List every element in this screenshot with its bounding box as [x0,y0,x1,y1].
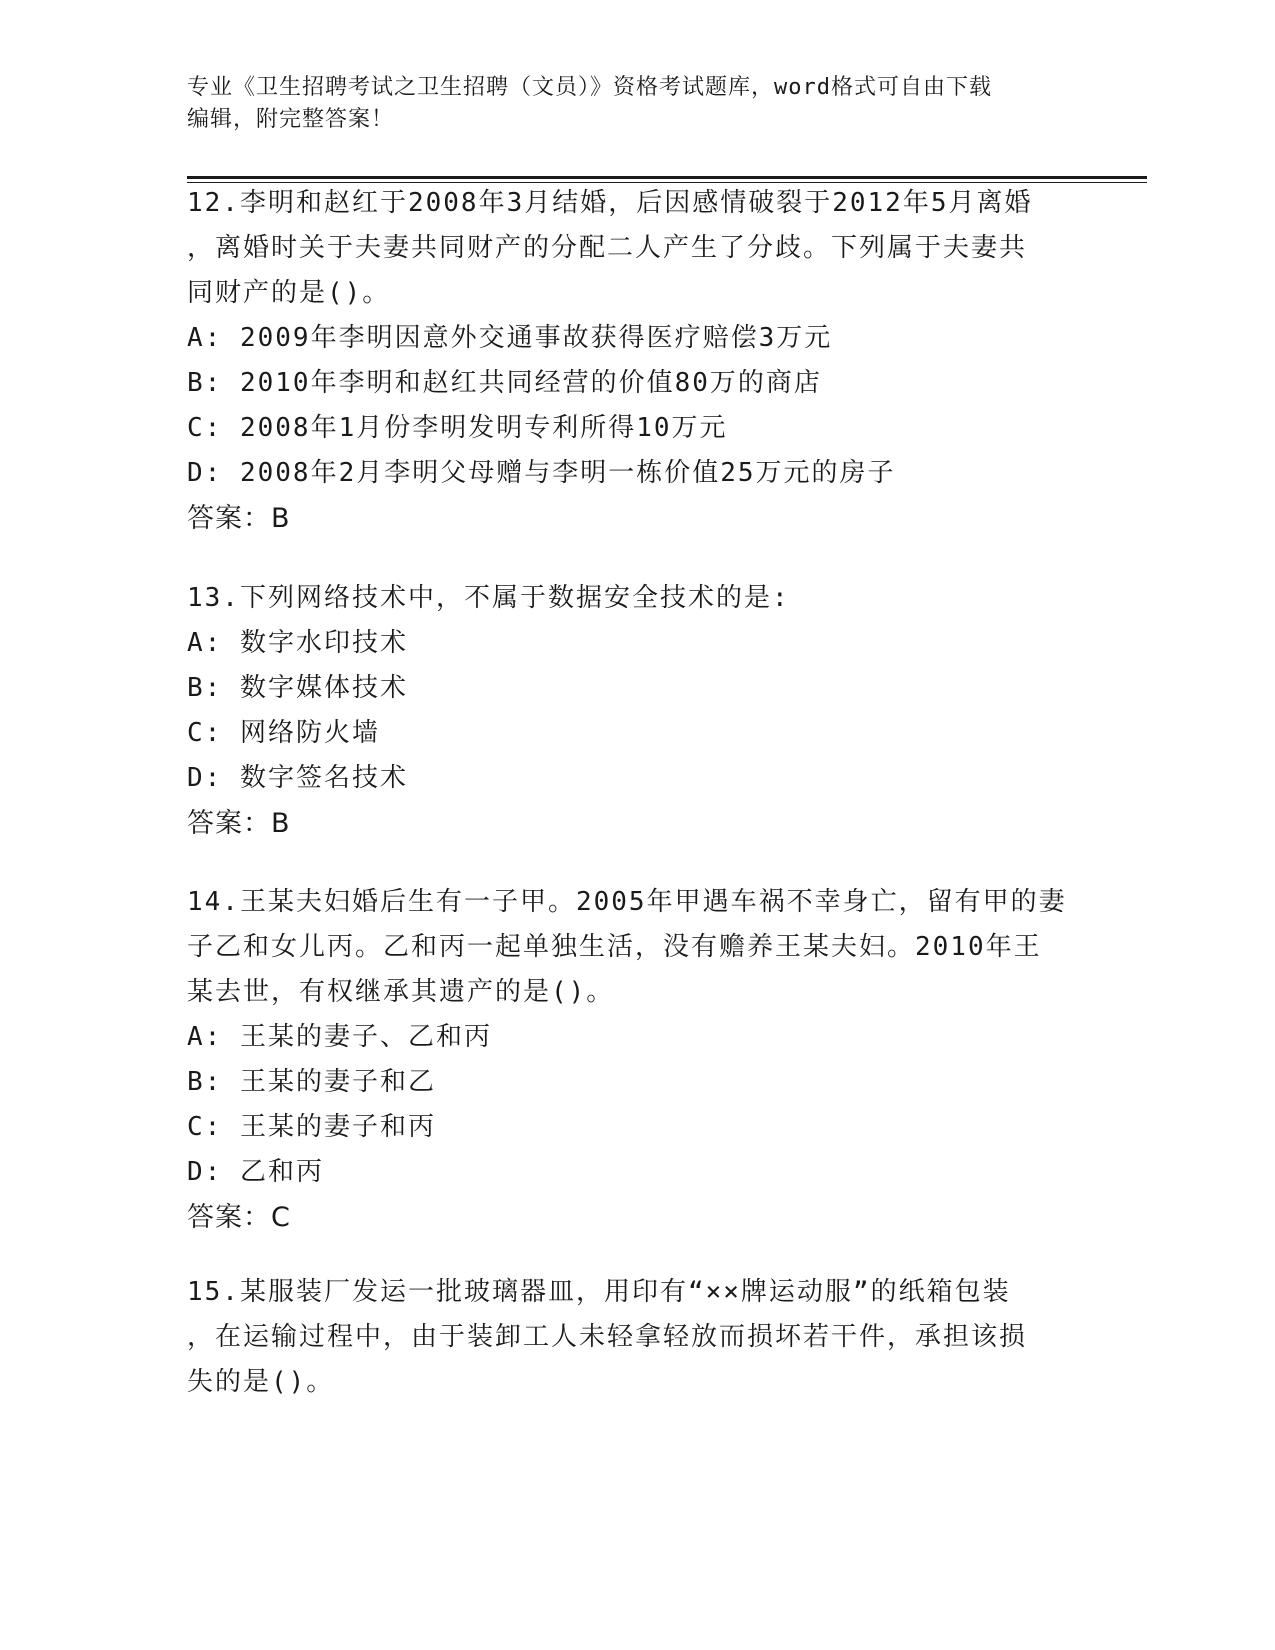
option-b: B: 王某的妻子和乙 [187,1067,436,1097]
option-a: A: 王某的妻子、乙和丙 [187,1022,492,1052]
answer-line: 答案：B [187,503,291,534]
question-13 [187,576,1067,846]
question-12 [187,181,1067,541]
header-divider-thick [187,176,1147,179]
question-15 [187,1270,1067,1405]
option-c: C: 网络防火墙 [187,718,380,748]
option-b: B: 2010年李明和赵红共同经营的价值80万的商店 [187,368,822,398]
document-page [187,0,1147,1650]
answer-line: 答案：C [187,1202,291,1233]
option-d: D: 乙和丙 [187,1157,324,1187]
question-stem: 15.某服装厂发运一批玻璃器皿，用印有“××牌运动服”的纸箱包装 ，在运输过程中，由于装卸工人未轻拿轻放而损坏若干件，承担该损 失的是()。 [187,1277,1028,1397]
option-c: C: 2008年1月份李明发明专利所得10万元 [187,413,728,443]
question-stem: 14.王某夫妇婚后生有一子甲。2005年甲遇车祸不幸身亡，留有甲的妻 子乙和女儿丙。乙和丙一起单独生活，没有赡养王某夫妇。2010年王 某去世，有权继承其遗产的是()。 [187,887,1067,1007]
option-c: C: 王某的妻子和丙 [187,1112,436,1142]
question-stem: 12.李明和赵红于2008年3月结婚，后因感情破裂于2012年5月离婚 ，离婚时关于夫妻共同财产的分配二人产生了分歧。下列属于夫妻共 同财产的是()。 [187,188,1033,308]
option-d: D: 数字签名技术 [187,763,408,793]
answer-line: 答案：B [187,808,291,839]
option-d: D: 2008年2月李明父母赠与李明一栋价值25万元的房子 [187,458,896,488]
option-a: A: 数字水印技术 [187,628,408,658]
question-14 [187,880,1067,1240]
question-stem: 13.下列网络技术中，不属于数据安全技术的是: [187,583,790,613]
option-a: A: 2009年李明因意外交通事故获得医疗赔偿3万元 [187,323,833,353]
option-b: B: 数字媒体技术 [187,673,408,703]
document-header: 专业《卫生招聘考试之卫生招聘（文员）》资格考试题库，word格式可自由下载 编辑，附完整答案！ [187,75,992,132]
